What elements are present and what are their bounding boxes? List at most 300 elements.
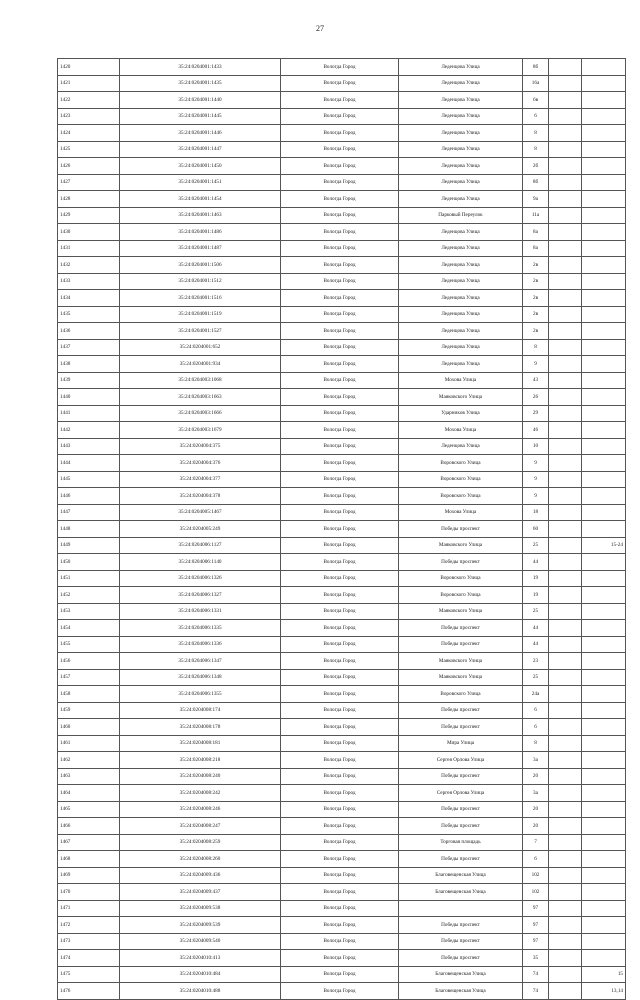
house-number: 102 — [523, 884, 549, 901]
street: Благовещенская Улица — [399, 867, 523, 884]
table-row — [58, 389, 626, 406]
city: Вологда Город — [281, 356, 399, 373]
empty-cell — [549, 158, 582, 175]
empty-cell — [549, 323, 582, 340]
city: Вологда Город — [281, 141, 399, 158]
empty-cell — [549, 438, 582, 455]
extra-note — [582, 273, 626, 290]
row-number: 1472 — [58, 917, 120, 934]
table-row — [58, 455, 626, 472]
cadastral-number: 35:24:0204001:1435 — [120, 75, 281, 92]
cadastral-number: 35:24:0204010:488 — [120, 983, 281, 1000]
house-number: 16а — [523, 75, 549, 92]
street: Леденцова Улица — [399, 191, 523, 208]
city: Вологда Город — [281, 125, 399, 142]
house-number: 74 — [523, 983, 549, 1000]
street: Победы проспект — [399, 521, 523, 538]
extra-note — [582, 587, 626, 604]
table-row — [58, 306, 626, 323]
row-number: 1454 — [58, 620, 120, 637]
house-number: 26 — [523, 389, 549, 406]
table-row — [58, 636, 626, 653]
house-number: 25 — [523, 537, 549, 554]
cadastral-number: 35:24:0204009:539 — [120, 917, 281, 934]
empty-cell — [549, 867, 582, 884]
table-row — [58, 851, 626, 868]
table-row — [58, 603, 626, 620]
street: Благовещенская Улица — [399, 983, 523, 1000]
row-number: 1432 — [58, 257, 120, 274]
empty-cell — [549, 768, 582, 785]
cadastral-number: 35:24:0204009:436 — [120, 867, 281, 884]
row-number: 1448 — [58, 521, 120, 538]
row-number: 1438 — [58, 356, 120, 373]
property-registry-table — [57, 58, 626, 1000]
extra-note — [582, 389, 626, 406]
table-row — [58, 933, 626, 950]
cadastral-number: 35:24:0204003:1679 — [120, 422, 281, 439]
city: Вологда Город — [281, 950, 399, 967]
empty-cell — [549, 224, 582, 241]
street: Леденцова Улица — [399, 92, 523, 109]
cadastral-number: 35:24:0204003:1663 — [120, 389, 281, 406]
city: Вологда Город — [281, 75, 399, 92]
table-row — [58, 818, 626, 835]
cadastral-number: 35:24:0204009:538 — [120, 900, 281, 917]
house-number: 29 — [523, 405, 549, 422]
extra-note — [582, 620, 626, 637]
table-row — [58, 257, 626, 274]
city: Вологда Город — [281, 389, 399, 406]
cadastral-number: 35:24:0204006:1347 — [120, 653, 281, 670]
house-number: 8б — [523, 174, 549, 191]
extra-note — [582, 224, 626, 241]
extra-note — [582, 306, 626, 323]
empty-cell — [549, 636, 582, 653]
row-number: 1474 — [58, 950, 120, 967]
row-number: 1467 — [58, 834, 120, 851]
house-number: 23 — [523, 653, 549, 670]
row-number: 1439 — [58, 372, 120, 389]
empty-cell — [549, 818, 582, 835]
city: Вологда Город — [281, 752, 399, 769]
street: Торговая площадь — [399, 834, 523, 851]
row-number: 1431 — [58, 240, 120, 257]
street: Победы проспект — [399, 554, 523, 571]
table-row — [58, 207, 626, 224]
city: Вологда Город — [281, 669, 399, 686]
city: Вологда Город — [281, 158, 399, 175]
empty-cell — [549, 92, 582, 109]
cadastral-number: 35:24:0204008:178 — [120, 719, 281, 736]
cadastral-number: 35:24:0204008:247 — [120, 818, 281, 835]
extra-note — [582, 702, 626, 719]
city: Вологда Город — [281, 257, 399, 274]
extra-note — [582, 240, 626, 257]
house-number: 102 — [523, 867, 549, 884]
street: Леденцова Улица — [399, 257, 523, 274]
row-number: 1444 — [58, 455, 120, 472]
table-row — [58, 653, 626, 670]
row-number: 1440 — [58, 389, 120, 406]
extra-note — [582, 488, 626, 505]
street: Удаpникoв Улица — [399, 405, 523, 422]
row-number: 1430 — [58, 224, 120, 241]
table-row — [58, 900, 626, 917]
street: Леденцова Улица — [399, 75, 523, 92]
street: Леденцова Улица — [399, 306, 523, 323]
row-number: 1433 — [58, 273, 120, 290]
table-row — [58, 372, 626, 389]
extra-note — [582, 422, 626, 439]
city: Вологда Город — [281, 983, 399, 1000]
house-number: 97 — [523, 933, 549, 950]
extra-note — [582, 867, 626, 884]
empty-cell — [549, 125, 582, 142]
table-row — [58, 620, 626, 637]
table-row — [58, 422, 626, 439]
cadastral-number: 35:24:0204003:1666 — [120, 405, 281, 422]
row-number: 1435 — [58, 306, 120, 323]
table-row — [58, 702, 626, 719]
house-number: 2б — [523, 158, 549, 175]
extra-note — [582, 125, 626, 142]
empty-cell — [549, 785, 582, 802]
table-row — [58, 405, 626, 422]
extra-note — [582, 834, 626, 851]
extra-note — [582, 686, 626, 703]
city: Вологда Город — [281, 884, 399, 901]
extra-note: 15-24 — [582, 537, 626, 554]
table-row — [58, 108, 626, 125]
street: Благовещенская Улица — [399, 966, 523, 983]
house-number: 3а — [523, 785, 549, 802]
extra-note — [582, 504, 626, 521]
table-row — [58, 537, 626, 554]
extra-note — [582, 603, 626, 620]
extra-note — [582, 917, 626, 934]
empty-cell — [549, 372, 582, 389]
table-row — [58, 356, 626, 373]
empty-cell — [549, 59, 582, 76]
city: Вологда Город — [281, 471, 399, 488]
city: Вологда Город — [281, 108, 399, 125]
table-row — [58, 884, 626, 901]
cadastral-number: 35:24:0204001:1506 — [120, 257, 281, 274]
street: Парковый Переулок — [399, 207, 523, 224]
extra-note — [582, 752, 626, 769]
row-number: 1457 — [58, 669, 120, 686]
empty-cell — [549, 554, 582, 571]
cadastral-number: 35:24:0204001:1512 — [120, 273, 281, 290]
street: Сергея Орлова Улица — [399, 785, 523, 802]
row-number: 1422 — [58, 92, 120, 109]
house-number: 8б — [523, 59, 549, 76]
table-row — [58, 752, 626, 769]
extra-note — [582, 92, 626, 109]
street: Леденцова Улица — [399, 273, 523, 290]
street: Маяковского Улица — [399, 389, 523, 406]
empty-cell — [549, 587, 582, 604]
house-number: 19 — [523, 570, 549, 587]
row-number: 1460 — [58, 719, 120, 736]
row-number: 1458 — [58, 686, 120, 703]
street: Мира Улица — [399, 735, 523, 752]
cadastral-number: 35:24:0204001:934 — [120, 356, 281, 373]
city: Вологда Город — [281, 537, 399, 554]
empty-cell — [549, 851, 582, 868]
table-row — [58, 801, 626, 818]
city: Вологда Город — [281, 587, 399, 604]
extra-note — [582, 719, 626, 736]
house-number: 8а — [523, 240, 549, 257]
row-number: 1434 — [58, 290, 120, 307]
row-number: 1424 — [58, 125, 120, 142]
house-number: 97 — [523, 917, 549, 934]
cadastral-number: 35:24:0204001:1450 — [120, 158, 281, 175]
cadastral-number: 35:24:0204006:1327 — [120, 587, 281, 604]
row-number: 1429 — [58, 207, 120, 224]
city: Вологда Город — [281, 207, 399, 224]
extra-note — [582, 455, 626, 472]
empty-cell — [549, 273, 582, 290]
table-row — [58, 570, 626, 587]
city: Вологда Город — [281, 851, 399, 868]
table-row — [58, 554, 626, 571]
street: Мохова Улица — [399, 504, 523, 521]
street: Воровского Улица — [399, 570, 523, 587]
table-row — [58, 488, 626, 505]
cadastral-number: 35:24:0204004:377 — [120, 471, 281, 488]
house-number: 6 — [523, 851, 549, 868]
empty-cell — [549, 339, 582, 356]
empty-cell — [549, 240, 582, 257]
city: Вологда Город — [281, 488, 399, 505]
house-number: 6 — [523, 702, 549, 719]
city: Вологда Город — [281, 570, 399, 587]
house-number: 25 — [523, 603, 549, 620]
row-number: 1436 — [58, 323, 120, 340]
row-number: 1453 — [58, 603, 120, 620]
table-row — [58, 273, 626, 290]
empty-cell — [549, 471, 582, 488]
city: Вологда Город — [281, 719, 399, 736]
extra-note — [582, 207, 626, 224]
empty-cell — [549, 686, 582, 703]
page-number: 27 — [316, 24, 324, 33]
empty-cell — [549, 207, 582, 224]
table-row — [58, 917, 626, 934]
city: Вологда Город — [281, 438, 399, 455]
street: Леденцова Улица — [399, 438, 523, 455]
house-number: 9а — [523, 191, 549, 208]
table-body — [58, 59, 626, 1000]
row-number: 1442 — [58, 422, 120, 439]
house-number: 11а — [523, 207, 549, 224]
house-number: 8 — [523, 125, 549, 142]
cadastral-number: 35:24:0204008:181 — [120, 735, 281, 752]
extra-note: 13,14 — [582, 983, 626, 1000]
street: Благовещенская Улица — [399, 884, 523, 901]
house-number: 10 — [523, 438, 549, 455]
extra-note — [582, 191, 626, 208]
extra-note — [582, 669, 626, 686]
cadastral-number: 35:24:0204005:1467 — [120, 504, 281, 521]
row-number: 1463 — [58, 768, 120, 785]
extra-note — [582, 570, 626, 587]
city: Вологда Город — [281, 966, 399, 983]
cadastral-number: 35:24:0204001:1519 — [120, 306, 281, 323]
city: Вологда Город — [281, 504, 399, 521]
house-number: 6 — [523, 108, 549, 125]
table-row — [58, 966, 626, 983]
extra-note — [582, 438, 626, 455]
extra-note — [582, 801, 626, 818]
city: Вологда Город — [281, 735, 399, 752]
table-row — [58, 75, 626, 92]
empty-cell — [549, 900, 582, 917]
street: Победы проспект — [399, 719, 523, 736]
extra-note — [582, 950, 626, 967]
table-row — [58, 290, 626, 307]
row-number: 1450 — [58, 554, 120, 571]
extra-note — [582, 158, 626, 175]
empty-cell — [549, 405, 582, 422]
row-number: 1455 — [58, 636, 120, 653]
house-number: 44 — [523, 554, 549, 571]
street: Победы проспект — [399, 768, 523, 785]
city: Вологда Город — [281, 191, 399, 208]
street: Леденцова Улица — [399, 240, 523, 257]
table-row — [58, 669, 626, 686]
extra-note — [582, 554, 626, 571]
row-number: 1470 — [58, 884, 120, 901]
extra-note — [582, 653, 626, 670]
street: Маяковского Улица — [399, 537, 523, 554]
cadastral-number: 35:24:0204006:1326 — [120, 570, 281, 587]
empty-cell — [549, 422, 582, 439]
street: Мохова Улица — [399, 372, 523, 389]
extra-note: 15 — [582, 966, 626, 983]
table-row — [58, 438, 626, 455]
extra-note — [582, 933, 626, 950]
cadastral-number: 35:24:0204008:259 — [120, 834, 281, 851]
empty-cell — [549, 537, 582, 554]
row-number: 1420 — [58, 59, 120, 76]
cadastral-number: 35:24:0204006:1355 — [120, 686, 281, 703]
cadastral-number: 35:24:0204008:260 — [120, 851, 281, 868]
row-number: 1426 — [58, 158, 120, 175]
row-number: 1475 — [58, 966, 120, 983]
table-row — [58, 125, 626, 142]
house-number: 20 — [523, 768, 549, 785]
empty-cell — [549, 735, 582, 752]
house-number: 2в — [523, 273, 549, 290]
cadastral-number: 35:24:0204004:375 — [120, 438, 281, 455]
house-number: 97 — [523, 900, 549, 917]
cadastral-number: 35:24:0204010:413 — [120, 950, 281, 967]
house-number: 2в — [523, 323, 549, 340]
table-row — [58, 471, 626, 488]
city: Вологда Город — [281, 818, 399, 835]
table-row — [58, 339, 626, 356]
row-number: 1428 — [58, 191, 120, 208]
extra-note — [582, 257, 626, 274]
city: Вологда Город — [281, 933, 399, 950]
table-row — [58, 224, 626, 241]
street: Победы проспект — [399, 818, 523, 835]
extra-note — [582, 900, 626, 917]
street: Победы проспект — [399, 636, 523, 653]
table-row — [58, 719, 626, 736]
cadastral-number: 35:24:0204001:1527 — [120, 323, 281, 340]
city: Вологда Город — [281, 686, 399, 703]
city: Вологда Город — [281, 900, 399, 917]
empty-cell — [549, 290, 582, 307]
city: Вологда Город — [281, 702, 399, 719]
street: Маяковского Улица — [399, 653, 523, 670]
table-row — [58, 504, 626, 521]
extra-note — [582, 339, 626, 356]
table-row — [58, 240, 626, 257]
cadastral-number: 35:24:0204006:1348 — [120, 669, 281, 686]
cadastral-number: 35:24:0204001:1447 — [120, 141, 281, 158]
house-number: 9 — [523, 471, 549, 488]
cadastral-number: 35:24:0204006:1331 — [120, 603, 281, 620]
cadastral-number: 35:24:0204001:1451 — [120, 174, 281, 191]
house-number: 2в — [523, 306, 549, 323]
extra-note — [582, 884, 626, 901]
row-number: 1447 — [58, 504, 120, 521]
house-number: 8 — [523, 339, 549, 356]
city: Вологда Город — [281, 422, 399, 439]
empty-cell — [549, 141, 582, 158]
table-row — [58, 587, 626, 604]
cadastral-number: 35:24:0204008:174 — [120, 702, 281, 719]
cadastral-number: 35:24:0204010:484 — [120, 966, 281, 983]
city: Вологда Город — [281, 306, 399, 323]
row-number: 1443 — [58, 438, 120, 455]
row-number: 1476 — [58, 983, 120, 1000]
row-number: 1427 — [58, 174, 120, 191]
city: Вологда Город — [281, 768, 399, 785]
city: Вологда Город — [281, 174, 399, 191]
extra-note — [582, 735, 626, 752]
street: Победы проспект — [399, 933, 523, 950]
cadastral-number: 35:24:0204006:1127 — [120, 537, 281, 554]
row-number: 1456 — [58, 653, 120, 670]
city: Вологда Город — [281, 224, 399, 241]
cadastral-number: 35:24:0204001:1516 — [120, 290, 281, 307]
city: Вологда Город — [281, 521, 399, 538]
street: Победы проспект — [399, 851, 523, 868]
street: Победы проспект — [399, 702, 523, 719]
row-number: 1461 — [58, 735, 120, 752]
row-number: 1445 — [58, 471, 120, 488]
city: Вологда Город — [281, 603, 399, 620]
row-number: 1441 — [58, 405, 120, 422]
extra-note — [582, 59, 626, 76]
street: Воровского Улица — [399, 587, 523, 604]
cadastral-number: 35:24:0204006:1140 — [120, 554, 281, 571]
cadastral-number: 35:24:0204009:540 — [120, 933, 281, 950]
empty-cell — [549, 356, 582, 373]
house-number: 24а — [523, 686, 549, 703]
row-number: 1471 — [58, 900, 120, 917]
empty-cell — [549, 933, 582, 950]
cadastral-number: 35:24:0204001:1486 — [120, 224, 281, 241]
empty-cell — [549, 620, 582, 637]
